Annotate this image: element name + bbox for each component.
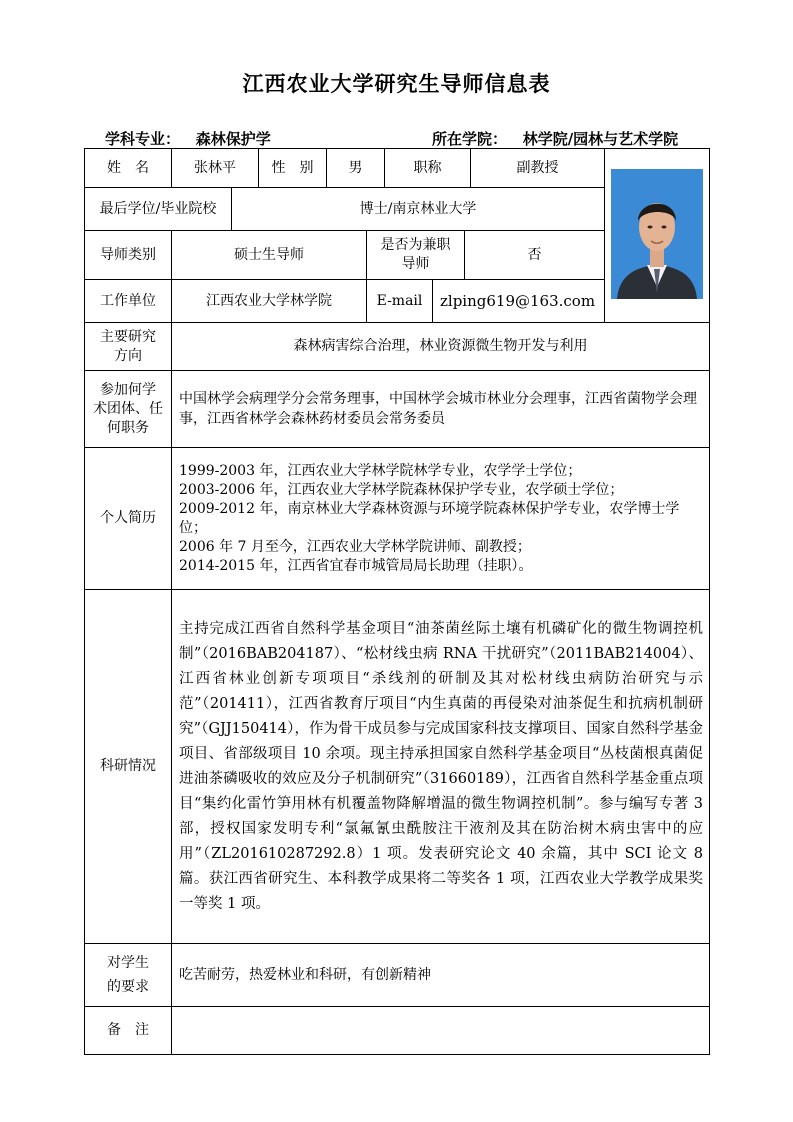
research-direction-value: 森林病害综合治理，林业资源微生物开发与利用 xyxy=(171,322,710,371)
resume-value xyxy=(171,447,710,590)
resume-label: 个人简历 xyxy=(84,447,172,590)
parttime-value: 否 xyxy=(464,230,605,280)
organizations-label-line2: 术团体、任 xyxy=(93,400,163,417)
college-line xyxy=(432,128,678,149)
resume-line: 2014-2015 年，江西省宜春市城管局局长助理（挂职）。 xyxy=(179,557,533,574)
degree-value: 博士/南京林业大学 xyxy=(231,187,605,231)
degree-label: 最后学位/毕业院校 xyxy=(84,187,232,231)
discipline-label: 学科专业： xyxy=(105,130,181,148)
discipline-line xyxy=(105,128,271,149)
discipline-value: 森林保护学 xyxy=(195,130,271,148)
name-value: 张林平 xyxy=(171,148,259,188)
portrait-photo xyxy=(611,169,703,299)
parttime-label-line2: 导师 xyxy=(401,256,430,272)
research-direction-label xyxy=(84,322,172,371)
research-direction-label-line2: 方向 xyxy=(114,347,142,364)
organizations-label xyxy=(84,370,172,448)
portrait-icon xyxy=(611,169,703,299)
remarks-value xyxy=(171,1006,710,1055)
research-label: 科研情况 xyxy=(84,589,172,944)
parttime-label xyxy=(366,230,465,280)
remarks-label: 备 注 xyxy=(84,1006,172,1055)
resume-list xyxy=(179,462,703,576)
resume-line: 1999-2003 年，江西农业大学林学院林学专业，农学学士学位； xyxy=(179,462,582,479)
college-label: 所在学院： xyxy=(432,130,508,148)
organizations-value xyxy=(171,370,710,448)
supervisor-type-label: 导师类别 xyxy=(84,230,172,280)
gender-value: 男 xyxy=(326,148,385,188)
gender-label: 性 别 xyxy=(258,148,327,188)
organizations-text: 中国林学会病理学分会常务理事，中国林学会城市林业分会理事，江西省菌物学会理事，江西省林学会森林药材委员会常务委员 xyxy=(179,391,697,427)
email-label: E-mail xyxy=(366,279,433,323)
job-title-value: 副教授 xyxy=(470,148,605,188)
resume-line: 2006 年 7 月至今，江西农业大学林学院讲师、副教授； xyxy=(179,538,531,555)
requirements-label-line1: 对学生 xyxy=(107,955,149,971)
organizations-label-line3: 何职务 xyxy=(107,419,149,436)
requirements-label-line2: 的要求 xyxy=(107,979,149,995)
requirements-value: 吃苦耐劳，热爱林业和科研，有创新精神 xyxy=(171,943,710,1007)
supervisor-type-value: 硕士生导师 xyxy=(171,230,367,280)
parttime-label-line1: 是否为兼职 xyxy=(380,237,451,253)
job-title-label: 职称 xyxy=(384,148,471,188)
resume-line: 2003-2006 年，江西农业大学林学院森林保护学专业，农学硕士学位； xyxy=(179,481,624,498)
work-unit-label: 工作单位 xyxy=(84,279,172,323)
college-value: 林学院/园林与艺术学院 xyxy=(522,130,679,148)
email-value: zlping619@163.com xyxy=(432,279,605,323)
research-text: 主持完成江西省自然科学基金项目“油茶菌丝际土壤有机磷矿化的微生物调控机制”（2016BAB204187）、“松材线虫病 RNA 干扰研究”（2011BAB214004）、江西省林业创新专项项目“杀线剂的研制及其对松材线虫病防治研究与示范”（201411），江西省教育厅项目“内生真菌的再侵染对油茶促生和抗病机制研究”（GJJ150414），作为骨干成员参与完成国家科技支撑项目、国家自然科学基金项目、省部级项目 10 余项。现主持承担国家自然科学基金项目“丛枝菌根真菌促进油茶磷吸收的效应及分子机制研究”（31660189），江西省自然科学基金重点项目“集约化雷竹笋用林有机覆盖物降解增温的微生物调控机制”。参与编写专著 3 部，授权国家发明专利“氯氟氰虫酰胺注干液剂及其在防治树木病虫害中的应用”（ZL201610287292.8）1 项。发表研究论文 40 余篇，其中 SCI 论文 8 篇。获江西省研究生、本科教学成果将二等奖各 1 项，江西农业大学教学成果奖一等奖 1 项。 xyxy=(179,620,703,912)
resume-line: 2009-2012 年，南京林业大学森林资源与环境学院森林保护学专业，农学博士学位； xyxy=(179,500,680,536)
organizations-label-line1: 参加何学 xyxy=(100,381,156,398)
work-unit-value: 江西农业大学林学院 xyxy=(171,279,367,323)
page-title: 江西农业大学研究生导师信息表 xyxy=(242,71,551,96)
name-label: 姓 名 xyxy=(84,148,172,188)
requirements-label xyxy=(84,943,172,1007)
research-value xyxy=(171,589,710,944)
research-direction-label-line1: 主要研究 xyxy=(100,328,156,345)
